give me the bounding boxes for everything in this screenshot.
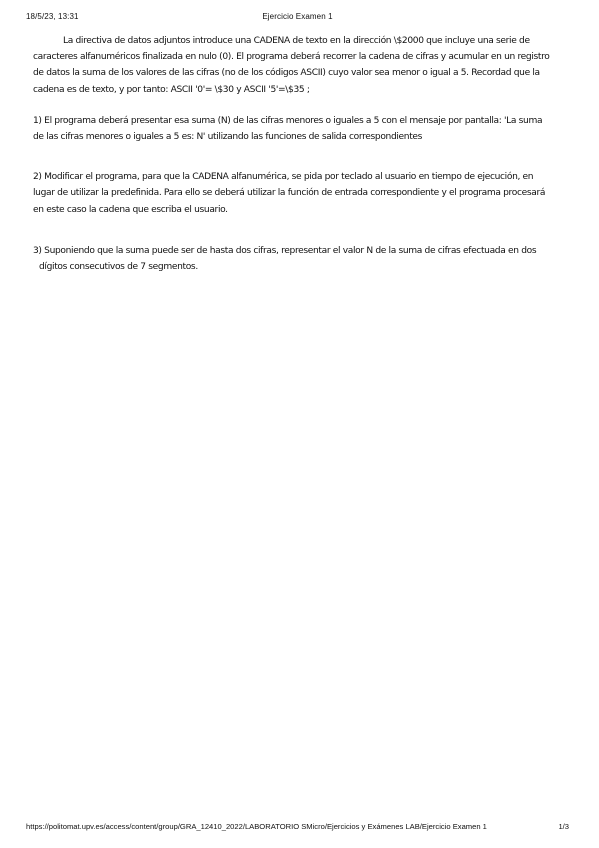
print-datetime: 18/5/23, 13:31 — [26, 12, 79, 21]
document-body — [33, 33, 555, 275]
page-number: 1/3 — [558, 822, 569, 831]
task-1-paragraph: 1) El programa deberá presentar esa suma (N) de las cifras menores o iguales a 5 con el mensaje por pantalla: 'La suma de las cifras menores o iguales a 5 es: N' utilizando las funciones de salida correspondientes — [33, 115, 543, 143]
task-3-paragraph — [33, 243, 555, 275]
task-2-paragraph: 2) Modificar el programa, para que la CADENA alfanumérica, se pida por teclado al usuario en tiempo de ejecución, en lugar de utilizar la predefinida. Para ello se deberá utilizar la función de entrada correspondiente y el programa procesará en este caso la cadena que escriba el usuario. — [33, 172, 546, 215]
page-url: https://politomat.upv.es/access/content/group/GRA_12410_2022/LABORATORIO SMicro/Ejercicios y Exámenes LAB/Ejercicio Examen 1 — [26, 822, 487, 831]
task-3-line-1: 3) Suponiendo que la suma puede ser de hasta dos cifras, representar el valor N de la suma de cifras efectuada en dos — [33, 245, 537, 256]
print-title: Ejercicio Examen 1 — [262, 12, 333, 21]
task-3-line-2: dígitos consecutivos de 7 segmentos. — [39, 262, 198, 273]
intro-paragraph: La directiva de datos adjuntos introduce una CADENA de texto en la dirección \$2000 que incluye una serie de caracteres alfanuméricos finalizada en nulo (0). El programa deberá recorrer la cadena de cifras y acumular en un registro de datos la suma de los valores de las cifras (no de los códigos ASCII) cuyo valor sea menor o igual a 5. Recordad que la cadena es de texto, y por tanto: ASCII '0'= \$30 y ASCII '5'=\$35 ; — [33, 36, 550, 95]
print-footer — [26, 822, 569, 834]
print-header — [26, 12, 569, 26]
